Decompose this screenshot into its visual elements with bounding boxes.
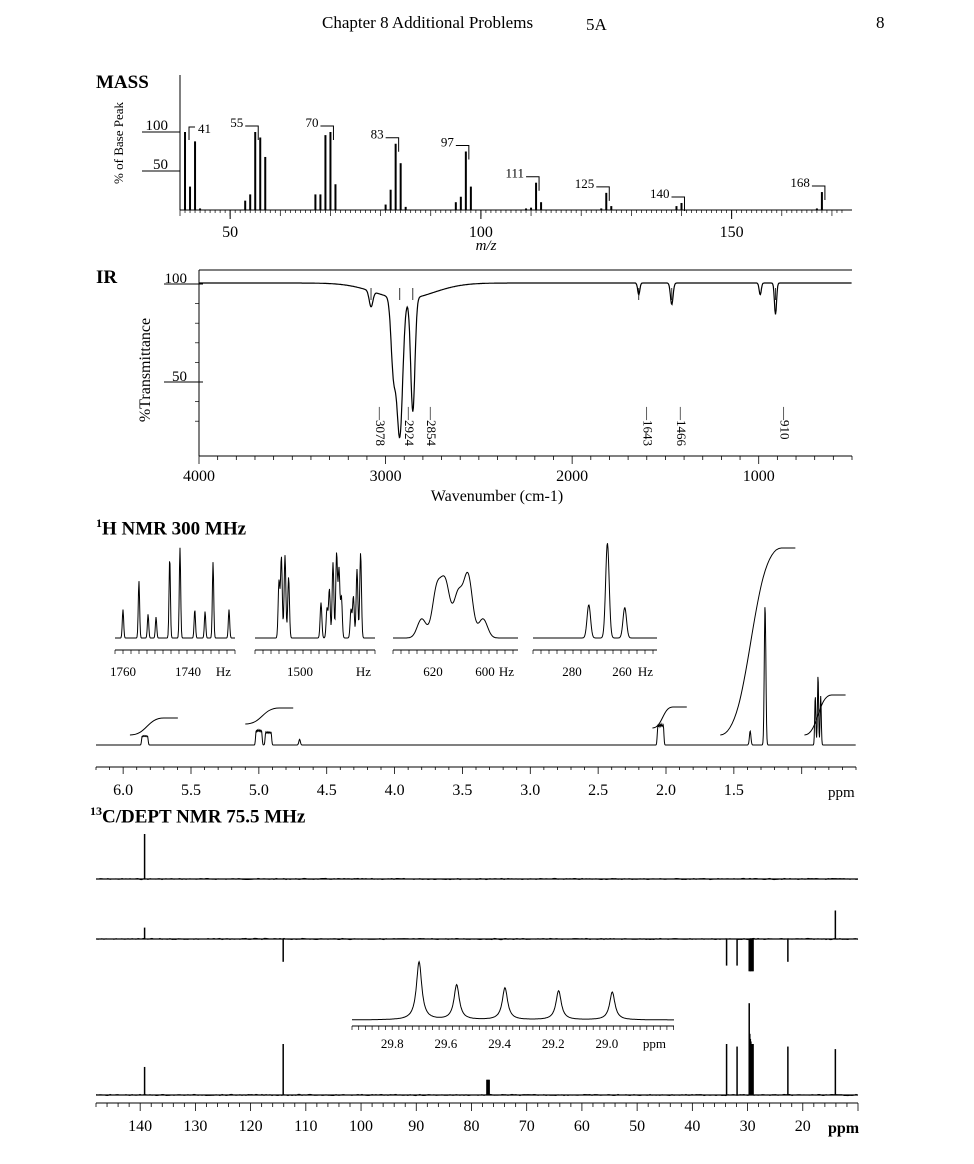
mass-label-bracket xyxy=(245,126,258,140)
cnmr-section-title: $^{13}$C/DEPT NMR 75.5 MHz xyxy=(90,804,306,828)
cnmr-x-label: ppm xyxy=(828,1120,860,1137)
hnmr-inset-tick-label: 600 xyxy=(475,664,495,679)
hnmr-x-tick-label: 2.5 xyxy=(588,782,609,799)
hnmr-inset-unit: Hz xyxy=(637,664,653,679)
cnmr-spectrum xyxy=(0,825,974,1160)
ir-band-label: —2924 xyxy=(401,407,417,446)
mass-y-tick-label: 100 xyxy=(145,118,168,134)
hnmr-x-label: ppm xyxy=(828,785,855,801)
mass-y-tick-label: 50 xyxy=(153,157,168,173)
mass-peak-label: 70 xyxy=(305,115,319,130)
ir-band-label: —1643 xyxy=(640,407,656,446)
ir-y-tick-label: 100 xyxy=(164,271,187,287)
ir-y-tick-label: 50 xyxy=(172,369,187,385)
ir-band-label: —3078 xyxy=(373,407,389,446)
mass-x-tick-label: 100 xyxy=(468,224,493,241)
mass-peak-label: 125 xyxy=(574,175,595,191)
cnmr-x-tick-label: 110 xyxy=(294,1118,318,1135)
hnmr-x-tick-label: 1.5 xyxy=(723,782,744,799)
hnmr-x-tick-label: 5.0 xyxy=(248,782,269,799)
ir-trace xyxy=(199,283,852,438)
cnmr-x-tick-label: 20 xyxy=(794,1118,811,1135)
hnmr-integral xyxy=(804,695,845,735)
cnmr-x-tick-label: 80 xyxy=(463,1118,480,1135)
mass-peak-label: 111 xyxy=(505,165,525,181)
mass-x-tick-label: 50 xyxy=(222,224,239,241)
hnmr-x-tick-label: 3.0 xyxy=(520,782,541,799)
ir-band-label: —1466 xyxy=(673,407,689,446)
page-number: 8 xyxy=(876,13,885,32)
hnmr-inset-trace xyxy=(255,553,375,639)
ir-x-tick-label: 2000 xyxy=(556,468,589,485)
mass-peak-label: 41 xyxy=(198,121,212,136)
mass-label-bracket xyxy=(596,187,609,201)
hnmr-x-tick-label: 3.5 xyxy=(452,782,473,799)
cnmr-inset-tick-label: 29.2 xyxy=(541,1036,565,1051)
hnmr-x-tick-label: 6.0 xyxy=(113,782,134,799)
ir-band-label: —910 xyxy=(777,407,793,440)
chapter-title: Chapter 8 Additional Problems xyxy=(322,13,534,32)
hnmr-inset-unit: Hz xyxy=(355,664,371,679)
hnmr-inset-tick-label: 260 xyxy=(612,664,632,679)
mass-spectrum xyxy=(0,60,974,260)
cnmr-x-tick-label: 100 xyxy=(349,1118,374,1135)
mass-peak-label: 97 xyxy=(440,134,454,150)
mass-label-bracket xyxy=(386,138,399,152)
cnmr-inset-tick-label: 29.6 xyxy=(434,1036,458,1051)
ir-x-tick-label: 3000 xyxy=(369,468,402,485)
cnmr-x-tick-label: 40 xyxy=(684,1118,701,1135)
hnmr-integral xyxy=(720,548,795,735)
mass-x-tick-label: 150 xyxy=(719,224,744,241)
cnmr-x-tick-label: 70 xyxy=(518,1118,535,1135)
mass-peak-label: 83 xyxy=(370,126,384,142)
hnmr-inset-unit: Hz xyxy=(215,664,231,679)
hnmr-integral xyxy=(130,718,178,735)
ir-x-label: Wavenumber (cm-1) xyxy=(430,488,564,505)
ir-band-label: —2854 xyxy=(423,407,439,446)
hnmr-inset-trace xyxy=(115,548,235,638)
ir-section-title: IR xyxy=(96,267,118,288)
cnmr-inset-unit: ppm xyxy=(642,1036,666,1051)
hnmr-x-tick-label: 4.0 xyxy=(384,782,405,799)
mass-x-label: m/z xyxy=(475,238,497,254)
mass-label-bracket xyxy=(320,126,333,140)
hnmr-inset-trace xyxy=(393,572,518,638)
ir-x-tick-label: 1000 xyxy=(742,468,775,485)
hnmr-x-tick-label: 4.5 xyxy=(316,782,337,799)
cnmr-x-tick-label: 30 xyxy=(739,1118,756,1135)
hnmr-spectrum xyxy=(0,535,974,805)
mass-label-bracket xyxy=(526,177,539,191)
hnmr-inset-tick-label: 280 xyxy=(562,664,582,679)
cnmr-x-tick-label: 60 xyxy=(573,1118,590,1135)
cnmr-x-tick-label: 140 xyxy=(128,1118,153,1135)
hnmr-inset-tick-label: 620 xyxy=(423,664,443,679)
problem-label: 5A xyxy=(586,15,607,34)
mass-peak-label: 140 xyxy=(649,185,670,201)
cnmr-x-tick-label: 50 xyxy=(629,1118,646,1135)
ir-x-tick-label: 4000 xyxy=(183,468,215,485)
hnmr-inset-tick-label: 1740 xyxy=(175,664,201,679)
mass-label-bracket xyxy=(671,197,684,211)
cnmr-inset-tick-label: 29.0 xyxy=(595,1036,619,1051)
mass-peak-label: 55 xyxy=(230,115,244,130)
hnmr-inset-tick-label: 1760 xyxy=(110,664,136,679)
cnmr-x-tick-label: 90 xyxy=(408,1118,425,1135)
mass-label-bracket xyxy=(456,146,469,160)
hnmr-inset-unit: Hz xyxy=(498,664,514,679)
mass-label-bracket xyxy=(812,186,825,200)
mass-section-title: MASS xyxy=(96,72,149,93)
hnmr-section-title: $^1$H NMR 300 MHz xyxy=(96,516,247,540)
cnmr-x-tick-label: 120 xyxy=(238,1118,263,1135)
cnmr-inset-trace xyxy=(352,962,674,1020)
ir-y-label: %Transmittance xyxy=(137,317,154,423)
ir-spectrum xyxy=(0,260,974,510)
cnmr-inset-tick-label: 29.8 xyxy=(380,1036,404,1051)
mass-y-label: % of Base Peak xyxy=(111,102,126,184)
hnmr-inset-tick-label: 1500 xyxy=(287,664,313,679)
cnmr-x-tick-label: 130 xyxy=(183,1118,208,1135)
hnmr-integral xyxy=(245,708,293,724)
hnmr-x-tick-label: 5.5 xyxy=(181,782,201,799)
mass-peak-label: 168 xyxy=(790,175,810,191)
cnmr-inset-tick-label: 29.4 xyxy=(488,1036,511,1051)
hnmr-inset-trace xyxy=(533,543,657,638)
mass-label-bracket xyxy=(189,127,195,140)
hnmr-x-tick-label: 2.0 xyxy=(656,782,676,799)
